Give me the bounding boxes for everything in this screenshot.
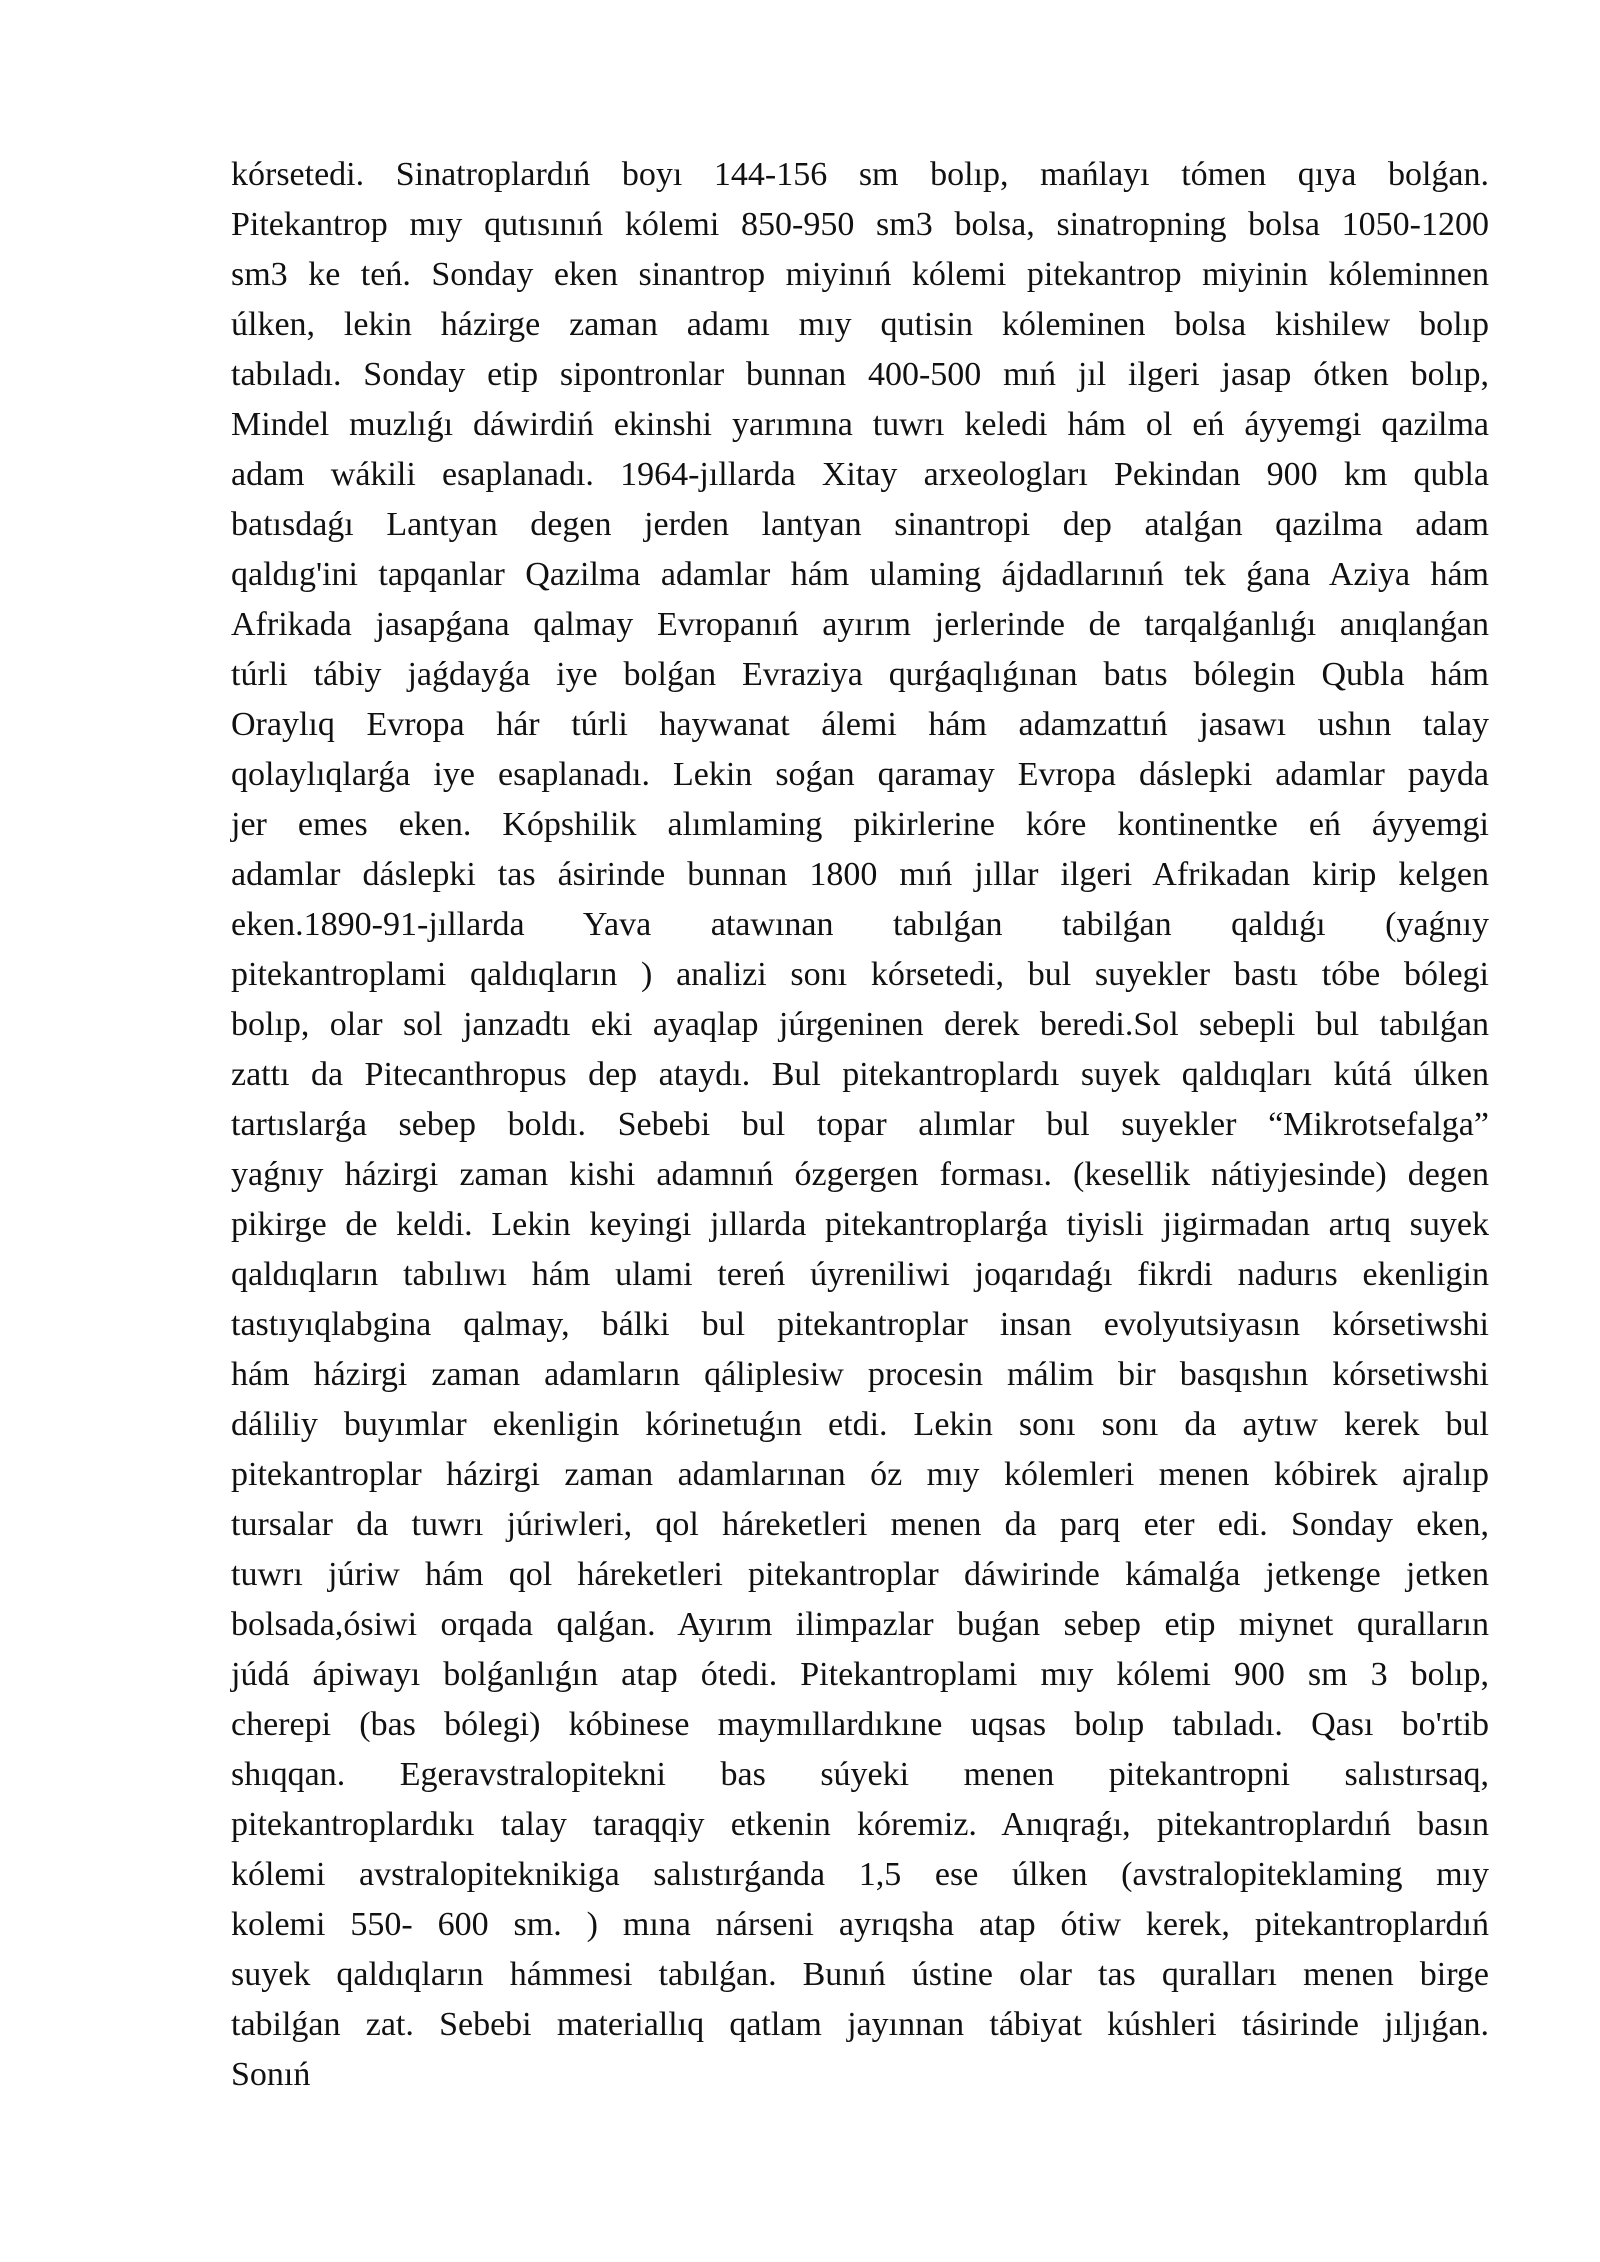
text-line: eken.1890-91-jıllarda Yava atawınan tabılǵan tabilǵan qaldıǵı (yaǵnıy [231, 906, 1489, 943]
text-line: Pitekantrop mıy qutısınıń kólemi 850-950 sm3 bolsa, sinatropning bolsa 1050-1200 [231, 206, 1489, 243]
text-line: pitekantroplardıkı talay taraqqiy etkenin kóremiz. Anıqraǵı, pitekantroplardıń basın [231, 1806, 1489, 1843]
text-line: kolemi 550- 600 sm. ) mına nárseni ayrıqsha atap ótiw kerek, pitekantroplardıń [231, 1906, 1489, 1943]
text-line: jer emes eken. Kópshilik alımlaming pikirlerine kóre kontinentke eń áyyemgi [231, 806, 1489, 843]
text-line: pitekantroplar házirgi zaman adamlarınan óz mıy kólemleri menen kóbirek ajralıp [231, 1456, 1489, 1493]
text-line: tartıslarǵa sebep boldı. Sebebi bul topar alımlar bul suyekler “Mikrotsefalga” [231, 1106, 1489, 1143]
text-line: suyek qaldıqların hámmesi tabılǵan. Bunıń ústine olar tas quralları menen birge [231, 1956, 1489, 1993]
text-line: Sonıń [231, 2056, 311, 2093]
text-line: Oraylıq Evropa hár túrli haywanat álemi hám adamzattıń jasawı ushın talay [231, 706, 1489, 743]
text-line: júdá ápiwayı bolǵanlıǵın atap ótedi. Pitekantroplami mıy kólemi 900 sm 3 bolıp, [231, 1656, 1489, 1693]
text-line: qaldıqların tabılıwı hám ulami tereń úyreniliwi joqarıdaǵı fikrdi nadurıs ekenligin [231, 1256, 1489, 1293]
text-line: qolaylıqlarǵa iye esaplanadı. Lekin soǵan qaramay Evropa dáslepki adamlar payda [231, 756, 1489, 793]
text-line: tastıyıqlabgina qalmay, bálki bul pitekantroplar insan evolyutsiyasın kórsetiwshi [231, 1306, 1489, 1343]
body-text [231, 150, 1489, 2100]
text-line: zattı da Pitecanthropus dep ataydı. Bul pitekantroplardı suyek qaldıqları kútá úlken [231, 1056, 1489, 1093]
text-line: dáliliy buyımlar ekenligin kórinetuǵın etdi. Lekin sonı sonı da aytıw kerek bul [231, 1406, 1489, 1443]
text-line: tabıladı. Sonday etip sipontronlar bunnan 400-500 mıń jıl ilgeri jasap ótken bolıp, [231, 356, 1489, 393]
text-line: shıqqan. Egeravstralopitekni bas súyeki menen pitekantropni salıstırsaq, [231, 1756, 1489, 1793]
text-line: pikirge de keldi. Lekin keyingi jıllarda pitekantroplarǵa tiyisli jigirmadan artıq suyek [231, 1206, 1489, 1243]
text-line: sm3 ke teń. Sonday eken sinantrop miyinıń kólemi pitekantrop miyinin kóleminnen [231, 256, 1489, 293]
text-line: qaldıg'ini tapqanlar Qazilma adamlar hám ulaming ájdadlarınıń tek ǵana Aziya hám [231, 556, 1489, 593]
text-line: pitekantroplami qaldıqların ) analizi sonı kórsetedi, bul suyekler bastı tóbe bólegi [231, 956, 1489, 993]
text-line: Afrikada jasapǵana qalmay Evropanıń ayırım jerlerinde de tarqalǵanlıǵı anıqlanǵan [231, 606, 1489, 643]
text-line: tuwrı júriw hám qol háreketleri pitekantroplar dáwirinde kámalǵa jetkenge jetken [231, 1556, 1489, 1593]
text-line: bolsada,ósiwi orqada qalǵan. Ayırım ilimpazlar buǵan sebep etip miynet quralların [231, 1606, 1489, 1643]
text-line: úlken, lekin házirge zaman adamı mıy qutisin kóleminen bolsa kishilew bolıp [231, 306, 1489, 343]
text-line: kórsetedi. Sinatroplardıń boyı 144-156 sm bolıp, mańlayı tómen qıya bolǵan. [231, 156, 1489, 193]
text-line: adamlar dáslepki tas ásirinde bunnan 1800 mıń jıllar ilgeri Afrikadan kirip kelgen [231, 856, 1489, 893]
text-line: hám házirgi zaman adamların qáliplesiw procesin málim bir basqıshın kórsetiwshi [231, 1356, 1489, 1393]
text-line: tursalar da tuwrı júriwleri, qol háreketleri menen da parq eter edi. Sonday eken, [231, 1506, 1489, 1543]
text-line: yaǵnıy házirgi zaman kishi adamnıń ózgergen forması. (kesellik nátiyjesinde) degen [231, 1156, 1489, 1193]
text-line: cherepi (bas bólegi) kóbinese maymıllardıkıne uqsas bolıp tabıladı. Qası bo'rtib [231, 1706, 1489, 1743]
text-line: túrli tábiy jaǵdayǵa iye bolǵan Evraziya qurǵaqlıǵınan batıs bólegin Qubla hám [231, 656, 1489, 693]
text-line: Mindel muzlıǵı dáwirdiń ekinshi yarımına tuwrı keledi hám ol eń áyyemgi qazilma [231, 406, 1489, 443]
text-line: batısdaǵı Lantyan degen jerden lantyan sinantropi dep atalǵan qazilma adam [231, 506, 1489, 543]
text-line: bolıp, olar sol janzadtı eki ayaqlap júrgeninen derek beredi.Sol sebepli bul tabılǵan [231, 1006, 1489, 1043]
text-line: adam wákili esaplanadı. 1964-jıllarda Xitay arxeologları Pekindan 900 km qubla [231, 456, 1489, 493]
text-line: kólemi avstralopiteknikiga salıstırǵanda 1,5 ese úlken (avstralopiteklaming mıy [231, 1856, 1489, 1893]
text-line: tabilǵan zat. Sebebi materiallıq qatlam jayınnan tábiyat kúshleri tásirinde jıljıǵan. [231, 2006, 1489, 2043]
